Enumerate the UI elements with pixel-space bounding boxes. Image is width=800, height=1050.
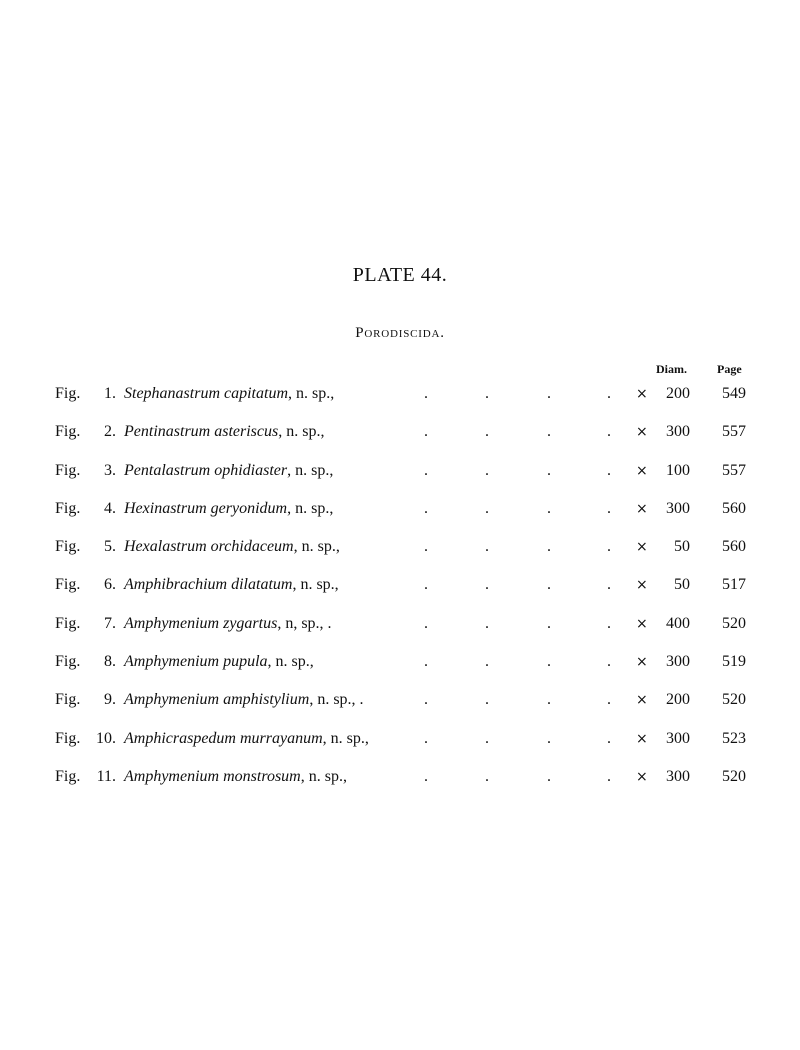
magnification-value: 50 [674, 538, 690, 556]
figure-label: Fig. [55, 653, 81, 671]
page-number: 520 [722, 691, 746, 709]
species-entry [124, 725, 369, 753]
leader-dot: . [485, 691, 489, 709]
magnification-symbol: × [636, 577, 648, 594]
species-name: Amphibrachium dilatatum [124, 576, 293, 594]
figure-number: 6. [104, 576, 116, 594]
leader-dot: . [485, 767, 489, 785]
leader-dot: . [547, 423, 551, 441]
figure-number: 9. [104, 691, 116, 709]
leader-dot: . [485, 461, 489, 479]
leader-dot: . [424, 729, 428, 747]
figure-number: 11. [96, 767, 116, 785]
magnification-value: 300 [666, 729, 690, 747]
magnification-symbol: × [636, 768, 648, 785]
species-suffix: , n. sp., [300, 767, 347, 785]
magnification-symbol: × [636, 424, 648, 441]
magnification-symbol: × [636, 730, 648, 747]
figure-row [0, 457, 800, 495]
species-name: Hexalastrum orchidaceum [124, 538, 294, 556]
leader-dot: . [607, 729, 611, 747]
figure-label: Fig. [55, 538, 81, 556]
species-suffix: , n. sp., [278, 423, 325, 441]
species-name: Amphymenium monstrosum [124, 767, 301, 785]
figure-row [0, 533, 800, 571]
leader-dot: . [607, 576, 611, 594]
page-number: 549 [722, 385, 746, 402]
leader-dot: . [485, 653, 489, 671]
figure-row [0, 571, 800, 609]
figure-label: Fig. [55, 691, 81, 709]
leader-dot: . [424, 767, 428, 785]
species-name: Amphymenium pupula [124, 653, 268, 671]
figure-row [0, 495, 800, 533]
leader-dot: . [485, 729, 489, 747]
figure-label: Fig. [55, 767, 81, 785]
species-name: Amphymenium amphistylium [124, 691, 310, 709]
page-number: 519 [722, 653, 746, 671]
magnification-symbol: × [636, 500, 648, 517]
leader-dot: . [607, 461, 611, 479]
figure-label: Fig. [55, 499, 81, 517]
species-entry [124, 610, 332, 638]
species-name: Stephanastrum capitatum [124, 385, 288, 402]
figure-number: 10. [96, 729, 116, 747]
leader-dot: . [424, 538, 428, 556]
figure-label: Fig. [55, 385, 81, 402]
magnification-value: 300 [666, 767, 690, 785]
leader-dot: . [547, 653, 551, 671]
figure-number: 7. [104, 614, 116, 632]
magnification-value: 200 [666, 385, 690, 402]
magnification-value: 50 [674, 576, 690, 594]
leader-dot: . [424, 423, 428, 441]
page-number: 557 [722, 423, 746, 441]
magnification-symbol: × [636, 462, 648, 479]
leader-dot: . [547, 499, 551, 517]
leader-dot: . [607, 423, 611, 441]
figure-row [0, 418, 800, 456]
figure-row [0, 610, 800, 648]
figure-label: Fig. [55, 461, 81, 479]
leader-dot: . [547, 385, 551, 402]
species-suffix: , n. sp., [322, 729, 369, 747]
species-entry [124, 648, 314, 676]
figure-number: 1. [104, 385, 116, 402]
page-number: 557 [722, 461, 746, 479]
leader-dot: . [607, 538, 611, 556]
species-suffix: , n. sp., . [309, 691, 364, 709]
species-entry [124, 763, 347, 791]
figure-row [0, 648, 800, 686]
leader-dot: . [485, 576, 489, 594]
leader-dot: . [485, 538, 489, 556]
leader-dot: . [547, 576, 551, 594]
leader-dot: . [607, 691, 611, 709]
leader-dot: . [607, 653, 611, 671]
leader-dot: . [424, 461, 428, 479]
magnification-value: 200 [666, 691, 690, 709]
column-header-page: Page [717, 362, 742, 376]
page-number: 520 [722, 614, 746, 632]
leader-dot: . [607, 499, 611, 517]
leader-dot: . [424, 653, 428, 671]
page-number: 560 [722, 538, 746, 556]
species-suffix: , n. sp., [287, 461, 334, 479]
figure-row [0, 725, 800, 763]
figure-number: 4. [104, 499, 116, 517]
magnification-value: 400 [666, 614, 690, 632]
leader-dot: . [547, 614, 551, 632]
species-entry [124, 495, 333, 523]
species-entry [124, 418, 324, 446]
species-name: Pentalastrum ophidiaster [124, 461, 288, 479]
leader-dot: . [424, 691, 428, 709]
magnification-symbol: × [636, 692, 648, 709]
figure-label: Fig. [55, 423, 81, 441]
species-name: Pentinastrum asteriscus [124, 423, 279, 441]
family-heading: Porodiscida. [355, 325, 445, 341]
figure-number: 3. [104, 461, 116, 479]
leader-dot: . [424, 499, 428, 517]
species-entry [124, 457, 333, 485]
figure-label: Fig. [55, 729, 81, 747]
leader-dot: . [607, 614, 611, 632]
leader-dot: . [424, 614, 428, 632]
magnification-value: 300 [666, 653, 690, 671]
figure-label: Fig. [55, 614, 81, 632]
leader-dot: . [547, 538, 551, 556]
leader-dot: . [485, 385, 489, 402]
magnification-symbol: × [636, 654, 648, 671]
page-number: 520 [722, 767, 746, 785]
magnification-symbol: × [636, 386, 648, 402]
figure-list [0, 380, 800, 801]
species-suffix: , n. sp., [293, 538, 340, 556]
species-entry [124, 380, 334, 408]
species-suffix: , n. sp., [292, 576, 339, 594]
magnification-value: 100 [666, 461, 690, 479]
figure-number: 5. [104, 538, 116, 556]
leader-dot: . [547, 461, 551, 479]
page-number: 523 [722, 729, 746, 747]
magnification-value: 300 [666, 499, 690, 517]
figure-row [0, 686, 800, 724]
magnification-value: 300 [666, 423, 690, 441]
species-suffix: , n, sp., . [277, 614, 332, 632]
leader-dot: . [485, 614, 489, 632]
leader-dot: . [485, 499, 489, 517]
leader-dot: . [424, 385, 428, 402]
leader-dot: . [607, 767, 611, 785]
species-suffix: , n. sp., [288, 385, 335, 402]
figure-row [0, 380, 800, 418]
species-name: Hexinastrum geryonidum [124, 499, 288, 517]
plate-title: PLATE 44. [352, 264, 448, 286]
species-entry [124, 686, 364, 714]
page-number: 517 [722, 576, 746, 594]
figure-row [0, 763, 800, 801]
species-name: Amphicraspedum murrayanum [124, 729, 323, 747]
leader-dot: . [547, 691, 551, 709]
leader-dot: . [607, 385, 611, 402]
species-suffix: , n. sp., [267, 653, 314, 671]
species-suffix: , n. sp., [287, 499, 334, 517]
figure-number: 2. [104, 423, 116, 441]
figure-label: Fig. [55, 576, 81, 594]
species-name: Amphymenium zygartus [124, 614, 278, 632]
page-number: 560 [722, 499, 746, 517]
magnification-symbol: × [636, 539, 648, 556]
leader-dot: . [547, 729, 551, 747]
species-entry [124, 571, 339, 599]
species-entry [124, 533, 340, 561]
leader-dot: . [485, 423, 489, 441]
column-header-diam: Diam. [656, 362, 687, 376]
figure-number: 8. [104, 653, 116, 671]
magnification-symbol: × [636, 615, 648, 632]
leader-dot: . [424, 576, 428, 594]
leader-dot: . [547, 767, 551, 785]
